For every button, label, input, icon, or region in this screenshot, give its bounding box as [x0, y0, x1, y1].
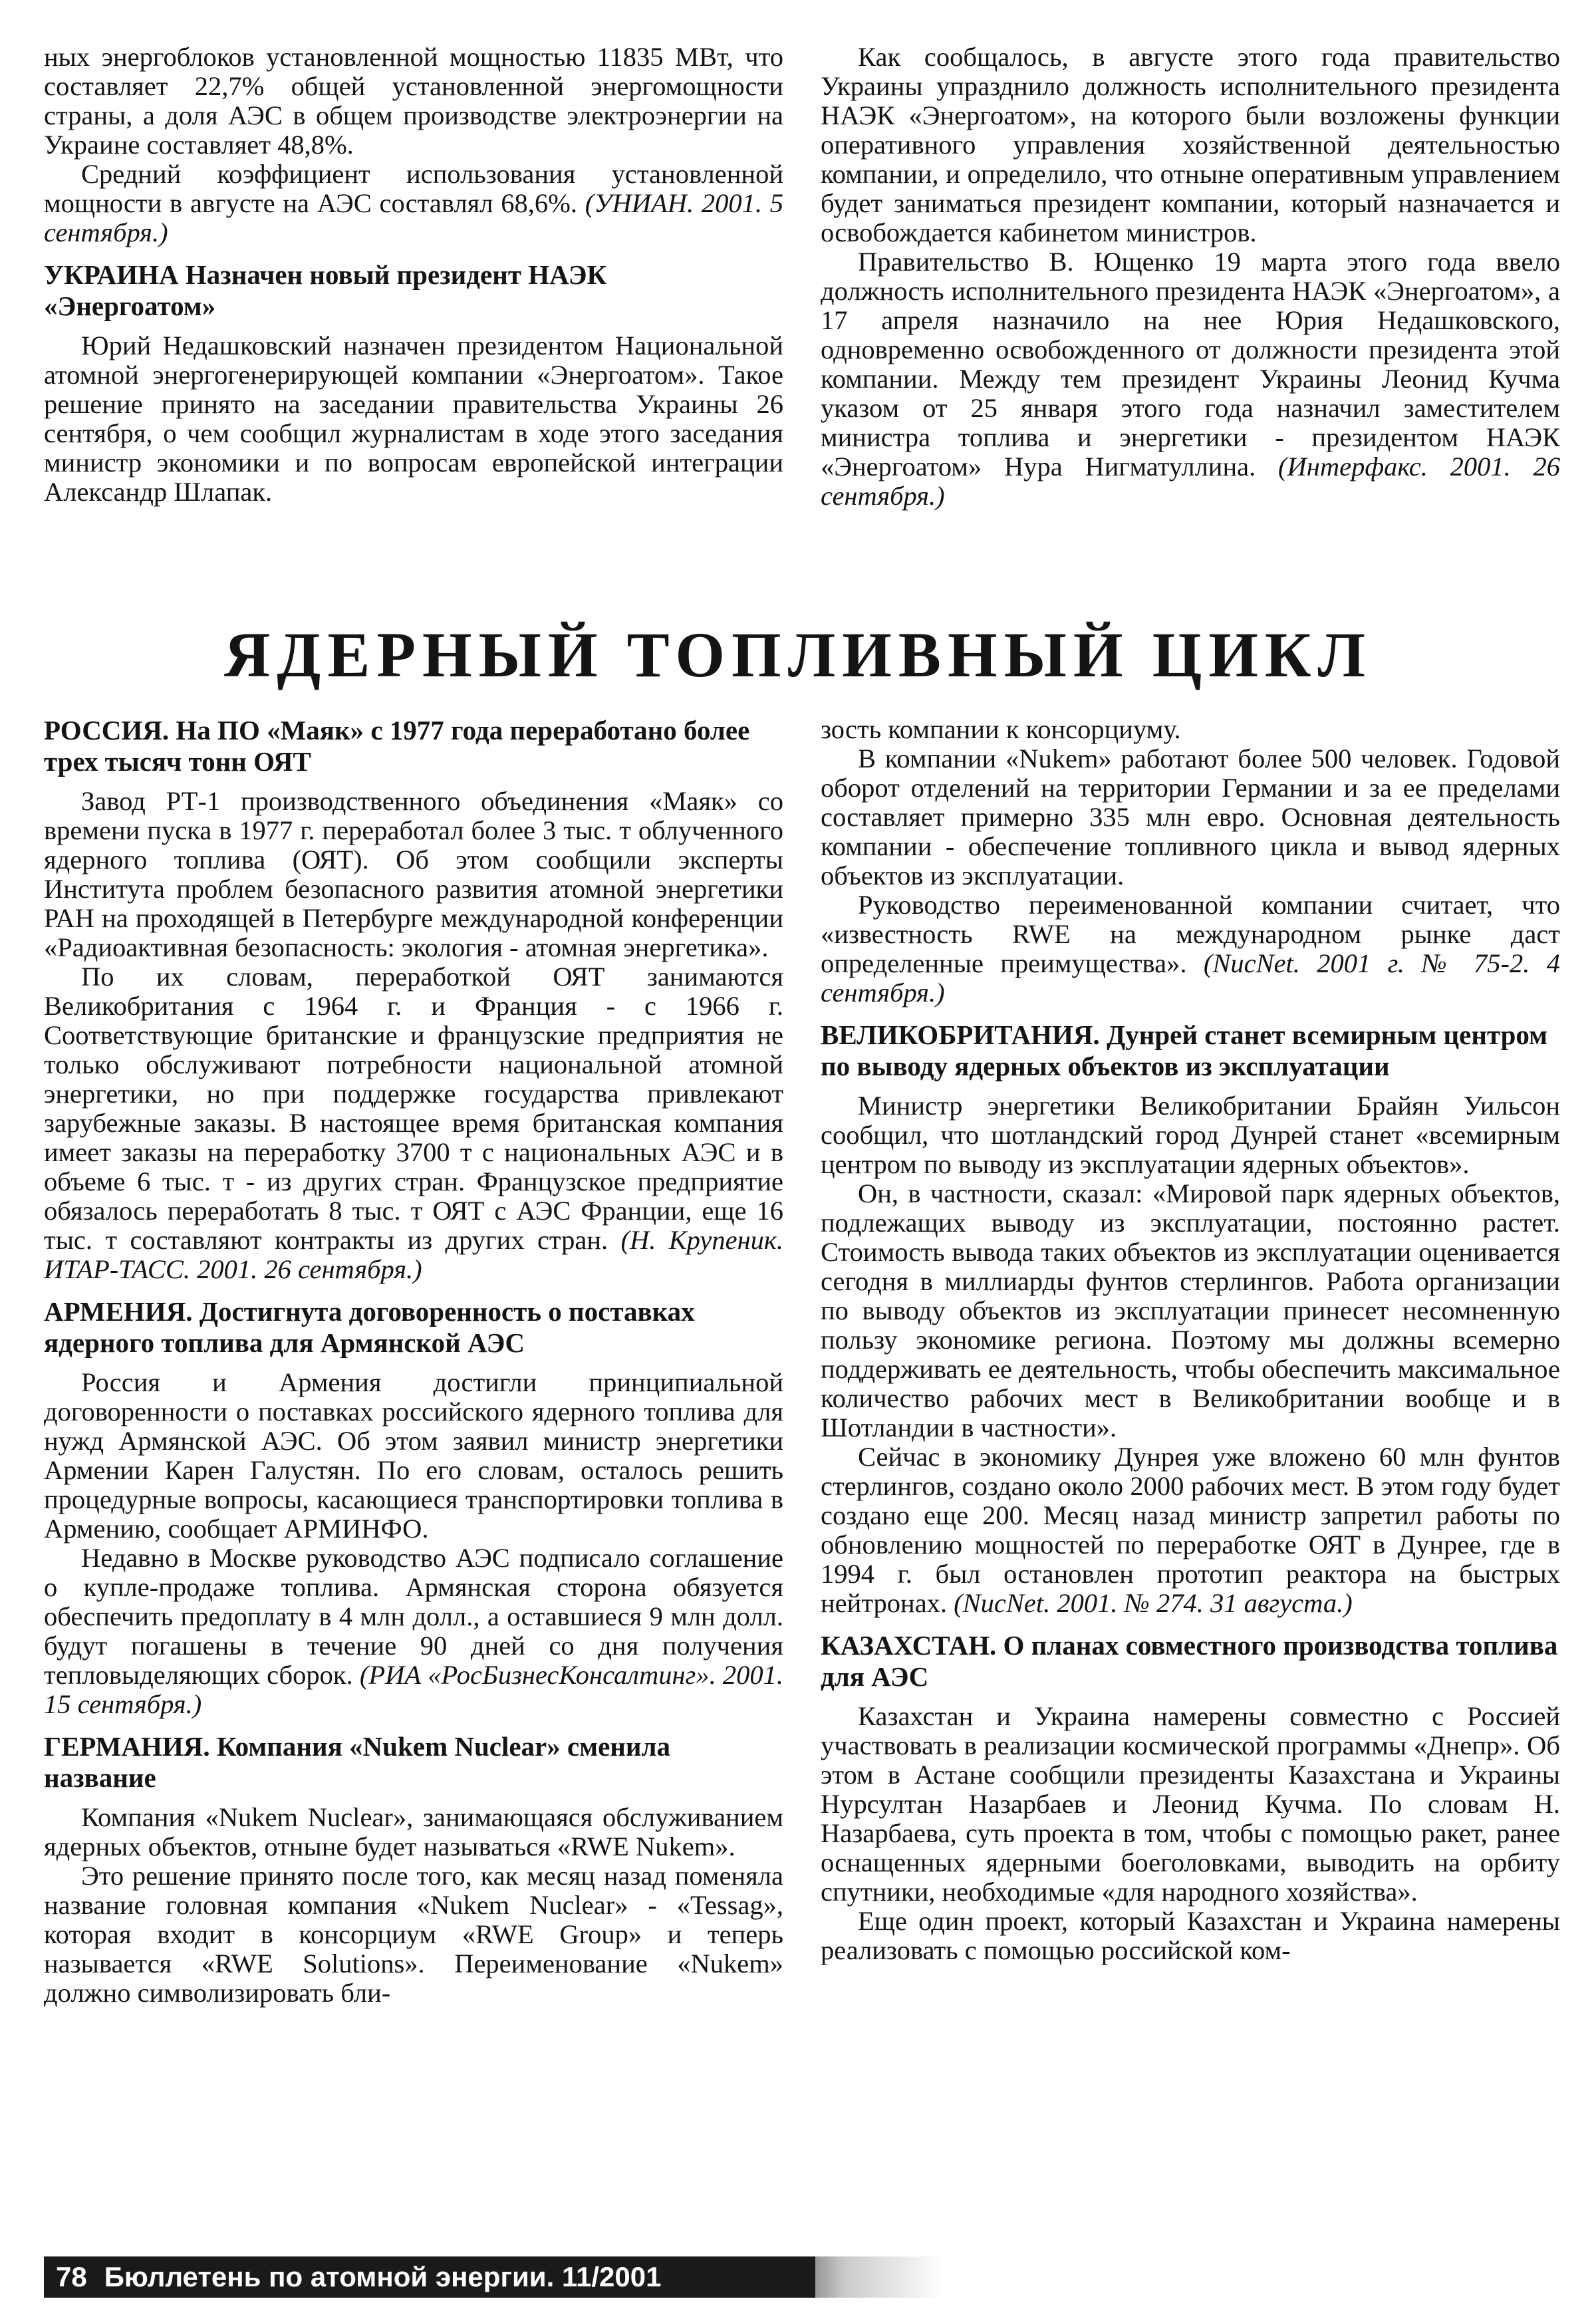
paragraph [821, 1442, 1560, 1618]
headline-ukraine: УКРАИНА Назначен новый президент НАЭК «Энергоатом» [44, 259, 607, 321]
paragraph: Он, в частности, сказал: «Мировой парк ядерных объектов, подлежащих выводу из эксплуатации, постоянно растет. Стоимость вывода таких объектов из эксплуатации оценивается сегодня в миллиарды фунтов стерлингов. Работа организации по выводу объектов из эксплуатации принесет несомненную пользу экономике региона. Поэтому мы должны всемерно поддерживать ее деятельность, чтобы обеспечить максимальное количество рабочих мест в Великобритании вообще и в Шотландии в частности». [821, 1178, 1560, 1442]
paragraph-text: Руководство переименованной компании считает, что «известность RWE на международном рынке даст определенные преимущества». [821, 890, 1560, 978]
source-citation: (Н. Крупеник. ИТАР-ТАСС. 2001. 26 сентября.) [44, 1225, 783, 1284]
paragraph [44, 962, 783, 1284]
paragraph-text: Средний коэффициент использования установленной мощности в августе на АЭС составлял 68,6%. [44, 159, 783, 218]
top-right-column [821, 43, 1560, 511]
top-left-column [44, 43, 783, 507]
paragraph-text: Недавно в Москве руководство АЭС подписало соглашение о купле-продаже топлива. Армянская сторона обязуется обеспечить предоплату в 4 млн долл., а оставшиеся 9 млн долл. будут погашены в течение 90 дней со дня получения тепловыделяющих сборок. [44, 1543, 783, 1690]
paragraph: Юрий Недашковский назначен президентом Национальной атомной энергогенерирующей компании «Энергоатом». Такое решение принято на заседании правительства Украины 26 сентября, о чем сообщил журналистам в ходе этого заседания министр экономики и по вопросам европейской интеграции Александр Шлапак. [44, 331, 783, 507]
journal-title: Бюллетень по атомной энергии. 11/2001 [104, 2261, 662, 2292]
paragraph [44, 160, 783, 247]
paragraph [44, 1544, 783, 1719]
page-footer [44, 2256, 815, 2298]
paragraph-text: По их словам, переработкой ОЯТ занимаются Великобритания с 1964 г. и Франция - с 1966 г. Соответствующие британские и французские предприятия не только обслуживают потребности национальной атомной энергетики, но при поддержке государства привлекают зарубежные заказы. В настоящее время британская компания имеет заказы на переработку 3700 т с национальных АЭС и в объеме 6 тыс. т - из других стран. Французское предприятие обязалось переработать 8 тыс. т ОЯТ с АЭС Франции, еще 16 тыс. т составляют контракты из других стран. [44, 962, 783, 1255]
paragraph: Россия и Армения достигли принципиальной договоренности о поставках российского ядерного топлива для нужд Армянской АЭС. Об этом заявил министр энергетики Армении Карен Галустян. По его словам, осталось решить процедурные вопросы, касающиеся транспортировки топлива в Армению, сообщает АРМИНФО. [44, 1367, 783, 1544]
headline-uk: ВЕЛИКОБРИТАНИЯ. Дунрей станет всемирным центром по выводу ядерных объектов из эксплуатации [821, 1019, 1548, 1081]
source-citation: (Интерфакс. 2001. 26 сентября.) [821, 452, 1561, 511]
paragraph-text: Сейчас в экономику Дунрея уже вложено 60 млн фунтов стерлингов, создано около 2000 рабочих мест. В этом году будет создано еще 200. Месяц назад министр запретил работы по обновлению мощностей по переработке ОЯТ в Дунрее, где в 1994 г. был остановлен прототип реактора на быстрых нейтронах. [821, 1442, 1560, 1618]
headline-armenia: АРМЕНИЯ. Достигнута договоренность о поставках ядерного топлива для Армянской АЭС [44, 1296, 695, 1358]
paragraph: Завод РТ-1 производственного объединения «Маяк» со времени пуска в 1977 г. переработал более 3 тыс. т облученного ядерного топлива (ОЯТ). Об этом сообщили эксперты Института проблем безопасного развития атомной энергетики РАН на проходящей в Петербурге международной конференции «Радиоактивная безопасность: экология - атомная энергетика». [44, 786, 783, 962]
source-citation: (NucNet. 2001 г. № 75-2. 4 сентября.) [821, 948, 1561, 1008]
paragraph: Министр энергетики Великобритании Брайян Уильсон сообщил, что шотландский город Дунрей станет «всемирным центром по выводу из эксплуатации ядерных объектов». [821, 1091, 1560, 1179]
paragraph: Еще один проект, который Казахстан и Украина намерены реализовать с помощью российской ком- [821, 1906, 1560, 1965]
headline-russia: РОССИЯ. На ПО «Маяк» с 1977 года переработано более трех тысяч тонн ОЯТ [44, 715, 750, 777]
page-number: 78 [56, 2261, 87, 2292]
bottom-left-column [44, 715, 783, 2008]
paragraph: зость компании к консорциуму. [821, 714, 1181, 744]
source-citation: (УНИАН. 2001. 5 сентября.) [44, 188, 783, 247]
headline-kazakhstan: КАЗАХСТАН. О планах совместного производства топлива для АЭС [821, 1630, 1558, 1692]
paragraph: Это решение принято после того, как месяц назад поменяла название головная компания «Nukem Nuclear» - «Tessag», которая входит в консорциум «RWE Group» и теперь называется «RWE Solutions». Переименование «Nukem» должно символизировать бли- [44, 1861, 783, 2008]
source-citation: (РИА «РосБизнесКонсалтинг». 2001. 15 сентября.) [44, 1660, 784, 1719]
bottom-right-column [821, 715, 1560, 1965]
paragraph-text: Правительство В. Ющенко 19 марта этого года ввело должность исполнительного президента НАЭК «Энергоатом», а 17 апреля назначило на нее Юрия Недашковского, одновременно освобожденного от должности президента этой компании. Между тем президент Украины Леонид Кучма указом от 25 января этого года назначил заместителем министра топлива и энергетики - президентом НАЭК «Энергоатом» Нура Нигматуллина. [821, 247, 1560, 481]
source-citation: (NucNet. 2001. № 274. 31 августа.) [954, 1588, 1353, 1618]
paragraph: В компании «Nukem» работают более 500 человек. Годовой оборот отделений на территории Германии и за ее пределами составляет примерно 335 млн евро. Основная деятельность компании - обеспечение топливного цикла и вывод ядерных объектов из эксплуатации. [821, 744, 1560, 890]
paragraph [821, 890, 1560, 1008]
paragraph: Компания «Nukem Nuclear», занимающаяся обслуживанием ядерных объектов, отныне будет называться «RWE Nukem». [44, 1802, 783, 1861]
paragraph: Казахстан и Украина намерены совместно с Россией участвовать в реализации космической программы «Днепр». Об этом в Астане сообщили президенты Казахстана и Украины Нурсултан Назарбаев и Леонид Кучма. По словам Н. Назарбаева, суть проекта в том, чтобы с помощью ракет, ранее оснащенных ядерными боеголовками, выводить на орбиту спутники, необходимые «для народного хозяйства». [821, 1701, 1560, 1907]
paragraph [821, 247, 1560, 511]
paragraph: Как сообщалось, в августе этого года правительство Украины упразднило должность исполнительного президента НАЭК «Энергоатом», на которого были возложены функции оперативного управления хозяйственной деятельностью компании, и определило, что отныне оперативным управлением будет заниматься президент компании, который назначается и освобождается кабинетом министров. [821, 42, 1560, 247]
headline-germany: ГЕРМАНИЯ. Компания «Nukem Nuclear» сменила название [44, 1731, 671, 1793]
paragraph: ных энергоблоков установленной мощностью 11835 МВт, что составляет 22,7% общей установленной энергомощности страны, а доля АЭС в общем производстве электроэнергии на Украине составляет 48,8%. [44, 42, 783, 160]
section-title: ЯДЕРНЫЙ ТОПЛИВНЫЙ ЦИКЛ [223, 619, 1373, 690]
